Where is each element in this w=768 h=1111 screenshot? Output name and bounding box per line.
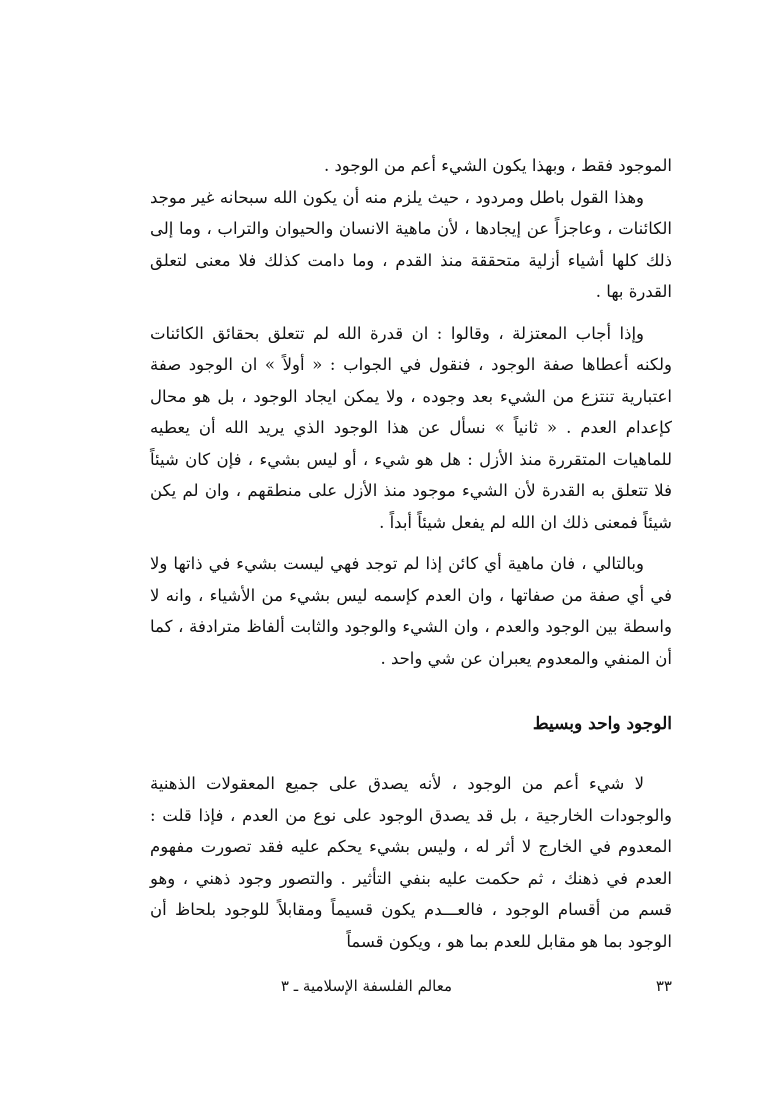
paragraph-4: وبالتالي ، فان ماهية أي كائن إذا لم توجد فهي ليست بشيء في ذاتها ولا في أي صفة من صفاتها ، وان العدم كإسمه ليس بشيء من الأشياء ، وانه لا واسطة بين الوجود والعدم ، وان الشيء والوجود والثابت ألفاظ مترادفة ، كما أن المنفي والمعدوم يعبران عن شي واحد . — [150, 554, 672, 668]
page-number: ٣٣ — [655, 977, 672, 995]
paragraph-group-bottom — [150, 768, 672, 957]
paragraph-3: وإذا أجاب المعتزلة ، وقالوا : ان قدرة الله لم تتعلق بحقائق الكائنات ولكنه أعطاها صفة الوجود ، فنقول في الجواب : « أولاً » ان الوجود صفة اعتبارية تنتزع من الشيء بعد وجوده ، ولا يمكن ايجاد الوجود ، بل هو محال كإعدام العدم . « ثانياً » نسأل عن هذا الوجود الذي يريد الله أن يعطيه للماهيات المتقررة منذ الأزل : هل هو شيء ، أو ليس بشيء ، فإن كان شيئاً فلا تتعلق به القدرة لأن الشيء موجود منذ الأزل على منطقهم ، وان لم يكن شيئاً فمعنى ذلك ان الله لم يفعل شيئاً أبداً . — [150, 323, 672, 532]
page-body — [150, 150, 672, 957]
running-footer-title: معالم الفلسفة الإسلامية ـ ٣ — [280, 977, 452, 995]
paragraph-group-top — [150, 150, 672, 674]
paragraph-1: الموجود فقط ، وبهذا يكون الشيء أعم من الوجود . — [323, 156, 672, 175]
paragraph-5: لا شيء أعم من الوجود ، لأنه يصدق على جميع المعقولات الذهنية والوجودات الخارجية ، بل قد يصدق الوجود على نوع من العدم ، فإذا قلت : المعدوم في الخارج لا أثر له ، وليس بشيء يحكم عليه فقد تصورت مفهوم العدم في ذهنك ، ثم حكمت عليه بنفي التأثير . والتصور وجود ذهني ، وهو قسم من أقسام الوجود ، فالعـــدم يكون قسيماً ومقابلاً للوجود بلحاظ أن الوجود بما هو مقابل للعدم بما هو ، ويكون قسماً — [150, 774, 672, 951]
paragraph-2: وهذا القول باطل ومردود ، حيث يلزم منه أن يكون الله سبحانه غير موجد الكائنات ، وعاجزاً عن إيجادها ، لأن ماهية الانسان والحيوان والتراب ، وما إلى ذلك كلها أشياء أزلية متحققة منذ القدم ، وما دامت كذلك فلا معنى لتعلق القدرة بها . — [150, 187, 672, 301]
section-heading: الوجود واحد وبسيط — [532, 714, 672, 734]
